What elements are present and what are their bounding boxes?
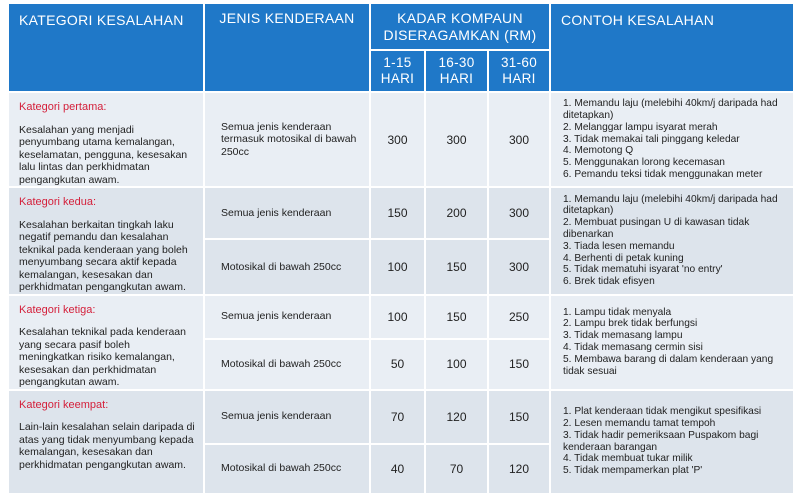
header-category: KATEGORI KESALAHAN bbox=[8, 3, 204, 92]
example-item: 4. Memotong Q bbox=[563, 145, 634, 157]
rate-16-30: 120 bbox=[425, 390, 488, 444]
header-vehicle-type: JENIS KENDERAAN bbox=[204, 3, 370, 92]
table-row bbox=[8, 390, 794, 444]
rate-1-15: 70 bbox=[370, 390, 425, 444]
header-examples: CONTOH KESALAHAN bbox=[550, 3, 794, 92]
rate-31-60: 300 bbox=[488, 239, 550, 294]
rate-1-15: 50 bbox=[370, 339, 425, 390]
table-row bbox=[8, 295, 794, 339]
rate-31-60: 150 bbox=[488, 390, 550, 444]
examples-cell bbox=[550, 390, 794, 494]
rate-16-30: 200 bbox=[425, 187, 488, 239]
example-item: 3. Tidak memasang lampu bbox=[563, 330, 683, 342]
example-item: 5. Tidak mematuhi isyarat 'no entry' bbox=[563, 264, 723, 276]
rate-1-15: 300 bbox=[370, 92, 425, 187]
example-item: 1. Lampu tidak menyala bbox=[563, 306, 672, 318]
rate-1-15: 150 bbox=[370, 187, 425, 239]
example-item: 3. Tidak memakai tali pinggang keledar bbox=[563, 133, 740, 145]
vehicle-type: Semua jenis kenderaan bbox=[204, 187, 370, 239]
header-days-1-15: 1-15 HARI bbox=[370, 50, 425, 92]
header-days-31-60: 31-60 HARI bbox=[488, 50, 550, 92]
category-cell bbox=[8, 390, 204, 494]
example-item: 3. Tidak hadir pemeriksaan Puspakom bagi kenderaan barangan bbox=[563, 429, 759, 453]
vehicle-type: Semua jenis kenderaan termasuk motosikal di bawah 250cc bbox=[204, 92, 370, 187]
example-item: 3. Tiada lesen memandu bbox=[563, 240, 675, 252]
example-item: 2. Membuat pusingan U di kawasan tidak dibenarkan bbox=[563, 217, 750, 240]
compound-rate-table bbox=[7, 2, 795, 495]
category-description: Kesalahan teknikal pada kenderaan yang secara pasif boleh meningkatkan risiko kemalangan, kesesakan dan perkhidmatan pengangkutan awam. bbox=[19, 326, 186, 388]
rate-16-30: 150 bbox=[425, 295, 488, 339]
header-compound-rate-line1: KADAR KOMPAUN bbox=[397, 10, 523, 26]
example-item: 1. Memandu laju (melebihi 40km/j daripada had ditetapkan) bbox=[563, 98, 778, 121]
examples-cell bbox=[550, 92, 794, 187]
header-days-16-30: 16-30 HARI bbox=[425, 50, 488, 92]
rate-16-30: 150 bbox=[425, 239, 488, 294]
rate-31-60: 300 bbox=[488, 187, 550, 239]
rate-1-15: 100 bbox=[370, 295, 425, 339]
category-cell bbox=[8, 295, 204, 390]
vehicle-type: Semua jenis kenderaan bbox=[204, 295, 370, 339]
category-title: Kategori keempat: bbox=[19, 398, 109, 411]
rate-31-60: 120 bbox=[488, 444, 550, 494]
category-title: Kategori pertama: bbox=[19, 101, 107, 113]
example-item: 2. Lampu brek tidak berfungsi bbox=[563, 318, 698, 330]
vehicle-type: Semua jenis kenderaan bbox=[204, 390, 370, 444]
header-compound-rate bbox=[370, 3, 550, 50]
vehicle-type: Motosikal di bawah 250cc bbox=[204, 444, 370, 494]
header-compound-rate-line2: DISERAGAMKAN (RM) bbox=[383, 27, 537, 43]
example-item: 1. Memandu laju (melebihi 40km/j daripada had ditetapkan) bbox=[563, 193, 778, 217]
example-item: 5. Tidak mempamerkan plat 'P' bbox=[563, 465, 703, 477]
rate-1-15: 100 bbox=[370, 239, 425, 294]
example-item: 4. Berhenti di petak kuning bbox=[563, 252, 684, 264]
category-title: Kategori ketiga: bbox=[19, 303, 96, 316]
examples-cell bbox=[550, 295, 794, 390]
rate-31-60: 150 bbox=[488, 339, 550, 390]
example-item: 5. Membawa barang di dalam kenderaan yang tidak sesuai bbox=[563, 353, 774, 377]
example-item: 4. Tidak membuat tukar milik bbox=[563, 453, 693, 465]
category-description: Lain-lain kesalahan selain daripada di atas yang tidak menyumbang kepada kemalangan, kesesakan dan perkhidmatan pengangkutan awam. bbox=[19, 421, 195, 471]
rate-31-60: 300 bbox=[488, 92, 550, 187]
rate-16-30: 100 bbox=[425, 339, 488, 390]
examples-cell bbox=[550, 187, 794, 295]
category-cell bbox=[8, 187, 204, 295]
example-item: 6. Pemandu teksi tidak menggunakan meter bbox=[563, 168, 763, 180]
vehicle-type: Motosikal di bawah 250cc bbox=[204, 339, 370, 390]
category-title: Kategori kedua: bbox=[19, 196, 97, 208]
category-description: Kesalahan berkaitan tingkah laku negatif pemandu dan kesalahan teknikal pada kenderaan yang boleh menyumbang secara aktif kepada kemalangan, kesesakan dan perkhidmatan pengangkutan awam. bbox=[19, 218, 188, 293]
category-description: Kesalahan yang menjadi penyumbang utama kemalangan, keselamatan, pengguna, kesesakan lalu lintas dan perkhidmatan pengangkutan awam. bbox=[19, 123, 188, 186]
example-item: 5. Menggunakan lorong kecemasan bbox=[563, 157, 725, 169]
example-item: 2. Lesen memandu tamat tempoh bbox=[563, 417, 716, 429]
rate-16-30: 70 bbox=[425, 444, 488, 494]
table-row bbox=[8, 187, 794, 239]
category-cell bbox=[8, 92, 204, 187]
vehicle-type: Motosikal di bawah 250cc bbox=[204, 239, 370, 294]
example-item: 6. Brek tidak efisyen bbox=[563, 276, 655, 288]
example-item: 1. Plat kenderaan tidak mengikut spesifikasi bbox=[563, 406, 762, 418]
rate-16-30: 300 bbox=[425, 92, 488, 187]
table-row bbox=[8, 92, 794, 187]
example-item: 2. Melanggar lampu isyarat merah bbox=[563, 121, 718, 133]
example-item: 4. Tidak memasang cermin sisi bbox=[563, 342, 703, 353]
rate-1-15: 40 bbox=[370, 444, 425, 494]
rate-31-60: 250 bbox=[488, 295, 550, 339]
